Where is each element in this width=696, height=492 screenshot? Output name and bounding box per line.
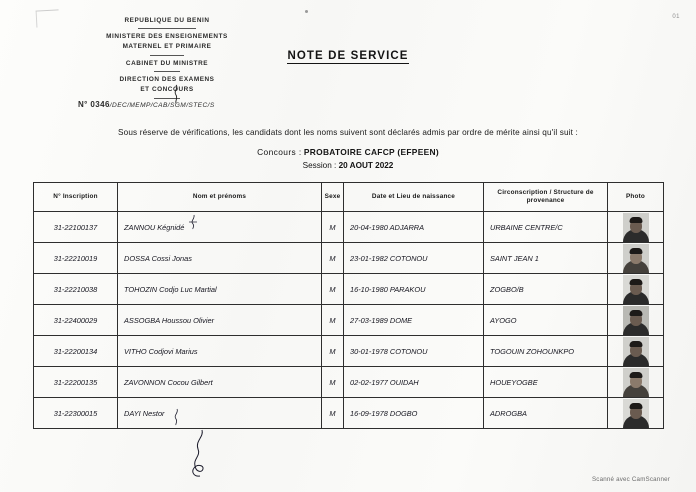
portrait-hair bbox=[629, 248, 642, 254]
col-header-circonscription: Circonscription / Structure de provenance bbox=[484, 183, 608, 212]
cell-birth: 16-10-1980 PARAKOU bbox=[344, 274, 484, 305]
cell-photo bbox=[608, 367, 664, 398]
portrait-hair bbox=[629, 279, 642, 285]
photo-container bbox=[614, 274, 657, 304]
table-header-row bbox=[34, 183, 664, 212]
portrait-hair bbox=[629, 310, 642, 316]
cell-photo bbox=[608, 243, 664, 274]
cell-inscription: 31-22300015 bbox=[34, 398, 118, 429]
col-header-photo: Photo bbox=[608, 183, 664, 212]
cell-name: ZANNOU Kégnidé bbox=[118, 212, 322, 243]
portrait-photo bbox=[623, 337, 649, 366]
concours-label: Concours : bbox=[257, 147, 302, 157]
cell-inscription: 31-22200135 bbox=[34, 367, 118, 398]
page-number: 01 bbox=[672, 14, 680, 20]
cell-name: DOSSA Cossi Jonas bbox=[118, 243, 322, 274]
portrait-photo bbox=[623, 213, 649, 242]
portrait-hair bbox=[629, 341, 642, 347]
letterhead-line-3: MATERNEL ET PRIMAIRE bbox=[122, 43, 212, 51]
concours-line bbox=[0, 147, 696, 157]
col-header-sexe: Sexe bbox=[322, 183, 344, 212]
table-body bbox=[34, 212, 664, 429]
cell-name: ASSOGBA Houssou Olivier bbox=[118, 305, 322, 336]
portrait-hair bbox=[629, 217, 642, 223]
cell-circonscription: SAINT JEAN 1 bbox=[484, 243, 608, 274]
letterhead-rule-1 bbox=[138, 28, 196, 29]
letterhead-line-4: CABINET DU MINISTRE bbox=[125, 59, 209, 67]
cell-sexe: M bbox=[322, 398, 344, 429]
letterhead-line-5: DIRECTION DES EXAMENS bbox=[119, 76, 215, 84]
cell-name: TOHOZIN Codjo Luc Martial bbox=[118, 274, 322, 305]
cell-inscription: 31-22210038 bbox=[34, 274, 118, 305]
photo-container bbox=[614, 398, 657, 428]
page-title-text: NOTE DE SERVICE bbox=[287, 50, 409, 62]
letterhead-line-1: REPUBLIQUE DU BENIN bbox=[124, 17, 210, 24]
reference-number: N° 0346 bbox=[78, 100, 110, 109]
cell-circonscription: URBAINE CENTRE/C bbox=[484, 212, 608, 243]
table-row bbox=[34, 305, 664, 336]
portrait-photo bbox=[623, 244, 649, 273]
cell-inscription: 31-22200134 bbox=[34, 336, 118, 367]
table-header bbox=[34, 183, 664, 212]
cell-sexe: M bbox=[322, 367, 344, 398]
portrait-photo bbox=[623, 306, 649, 335]
col-header-birth: Date et Lieu de naissance bbox=[344, 183, 484, 212]
cell-sexe: M bbox=[322, 274, 344, 305]
session-value: 20 AOUT 2022 bbox=[338, 161, 394, 170]
letterhead-line-6: ET CONCOURS bbox=[140, 86, 194, 94]
photo-container bbox=[614, 212, 657, 242]
cell-birth: 30-01-1978 COTONOU bbox=[344, 336, 484, 367]
scanner-watermark: Scanné avec CamScanner bbox=[591, 476, 670, 483]
letterhead-line-2: MINISTERE DES ENSEIGNEMENTS bbox=[106, 33, 228, 41]
cell-circonscription: TOGOUIN ZOHOUNKPO bbox=[484, 336, 608, 367]
table-row bbox=[34, 398, 664, 429]
photo-container bbox=[614, 367, 657, 397]
cell-circonscription: ADROGBA bbox=[484, 398, 608, 429]
table-row bbox=[34, 274, 664, 305]
cell-birth: 27-03-1989 DOME bbox=[344, 305, 484, 336]
cell-name: DAYI Nestor bbox=[118, 398, 322, 429]
cell-photo bbox=[608, 305, 664, 336]
cell-inscription: 31-22210019 bbox=[34, 243, 118, 274]
table-row bbox=[34, 367, 664, 398]
portrait-hair bbox=[629, 372, 642, 378]
col-header-name: Nom et prénoms bbox=[118, 183, 322, 212]
session-label: Session : bbox=[302, 161, 337, 170]
table-row bbox=[34, 243, 664, 274]
cell-inscription: 31-22100137 bbox=[34, 212, 118, 243]
cell-sexe: M bbox=[322, 336, 344, 367]
cell-inscription: 31-22400029 bbox=[34, 305, 118, 336]
photo-container bbox=[614, 243, 657, 273]
cell-circonscription: AYOGO bbox=[484, 305, 608, 336]
reference-suffix: /DEC/MEMP/CAB/SGM/STEC/S bbox=[109, 102, 215, 109]
col-header-inscription: N° Inscription bbox=[34, 183, 118, 212]
candidates-table-wrapper bbox=[33, 182, 663, 429]
cell-sexe: M bbox=[322, 305, 344, 336]
page-title bbox=[0, 50, 696, 62]
table-row bbox=[34, 212, 664, 243]
cell-photo bbox=[608, 274, 664, 305]
cell-circonscription: ZOGBO/B bbox=[484, 274, 608, 305]
cell-sexe: M bbox=[322, 212, 344, 243]
cell-circonscription: HOUEYOGBE bbox=[484, 367, 608, 398]
cell-birth: 23-01-1982 COTONOU bbox=[344, 243, 484, 274]
table-row bbox=[34, 336, 664, 367]
cell-photo bbox=[608, 212, 664, 243]
portrait-hair bbox=[629, 403, 642, 409]
letterhead-rule-3 bbox=[154, 71, 180, 72]
reference-line bbox=[78, 100, 215, 109]
portrait-photo bbox=[623, 275, 649, 304]
session-line bbox=[0, 161, 696, 170]
scan-speck bbox=[305, 10, 308, 13]
cell-name: ZAVONNON Cocou Gilbert bbox=[118, 367, 322, 398]
concours-value: PROBATOIRE CAFCP (EFPEEN) bbox=[303, 147, 439, 157]
cell-birth: 02-02-1977 OUIDAH bbox=[344, 367, 484, 398]
portrait-photo bbox=[623, 368, 649, 397]
photo-container bbox=[614, 336, 657, 366]
cell-photo bbox=[608, 398, 664, 429]
intro-paragraph: Sous réserve de vérifications, les candidats dont les noms suivent sont déclarés admis par ordre de mérite ainsi qu'il suit : bbox=[118, 128, 578, 137]
cell-birth: 20-04-1980 ADJARRA bbox=[344, 212, 484, 243]
cell-birth: 16-09-1978 DOGBO bbox=[344, 398, 484, 429]
candidates-table bbox=[33, 182, 664, 429]
cell-name: VITHO Codjovi Marius bbox=[118, 336, 322, 367]
cell-sexe: M bbox=[322, 243, 344, 274]
portrait-photo bbox=[623, 399, 649, 428]
photo-container bbox=[614, 305, 657, 335]
scan-corner-mark bbox=[36, 9, 60, 27]
cell-photo bbox=[608, 336, 664, 367]
